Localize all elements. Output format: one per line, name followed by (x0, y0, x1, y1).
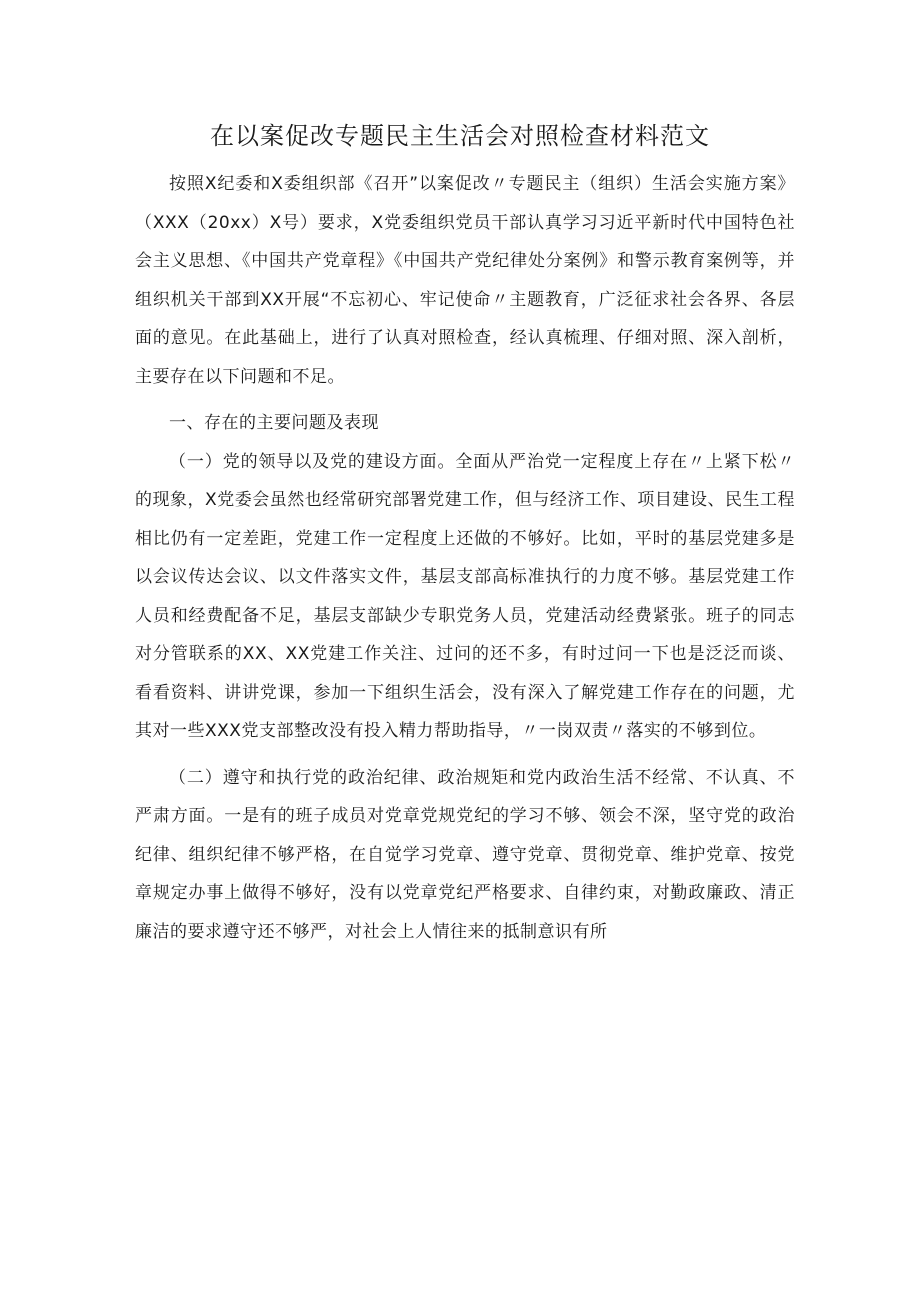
section-heading: 一、存在的主要问题及表现 (169, 413, 379, 433)
subsection-1-paragraph: （一）党的领导以及党的建设方面。全面从严治党一定程度上存在〃上紧下松〃的现象，X党委会虽然也经常研究部署党建工作，但与经济工作、项目建设、民生工程相比仍有一定差距，党建工作一定程度上还做的不够好。比如，平时的基层党建多是以会议传达会议、以文件落实文件，基层支部高标准执行的力度不够。基层党建工作人员和经费配备不足，基层支部缺少专职党务人员，党建活动经费紧张。班子的同志对分管联系的XX、XX党建工作关注、过问的还不多，有时过问一下也是泛泛而谈、看看资料、讲讲党课，参加一下组织生活会，没有深入了解党建工作存在的问题，尤其对一些XXX党支部整改没有投入精力帮助指导，〃一岗双责〃落实的不够到位。 (135, 451, 795, 741)
intro-paragraph: 按照X纪委和X委组织部《召开”以案促改〃专题民主（组织）生活会实施方案》（XXX（20xx）X号）要求，X党委组织党员干部认真学习习近平新时代中国特色社会主义思想、《中国共产党章程》《中国共产党纪律处分案例》和警示教育案例等，并组织机关干部到XX开展“不忘初心、牢记使命〃主题教育，广泛征求社会各界、各层面的意见。在此基础上，进行了认真对照检查，经认真梳理、仔细对照、深入剖析，主要存在以下问题和不足。 (135, 174, 795, 387)
document-body (135, 165, 795, 951)
subsection-2-paragraph: （二）遵守和执行党的政治纪律、政治规矩和党内政治生活不经常、不认真、不严肃方面。一是有的班子成员对党章党规党纪的学习不够、领会不深，坚守党的政治纪律、组织纪律不够严格，在自觉学习党章、遵守党章、贯彻党章、维护党章、按党章规定办事上做得不够好，没有以党章党纪严格要求、自律约束，对勤政廉政、清正廉洁的要求遵守还不够严，对社会上人情往来的抵制意识有所 (135, 767, 795, 942)
document-title: 在以案促改专题民主生活会对照检查材料范文 (210, 122, 710, 150)
